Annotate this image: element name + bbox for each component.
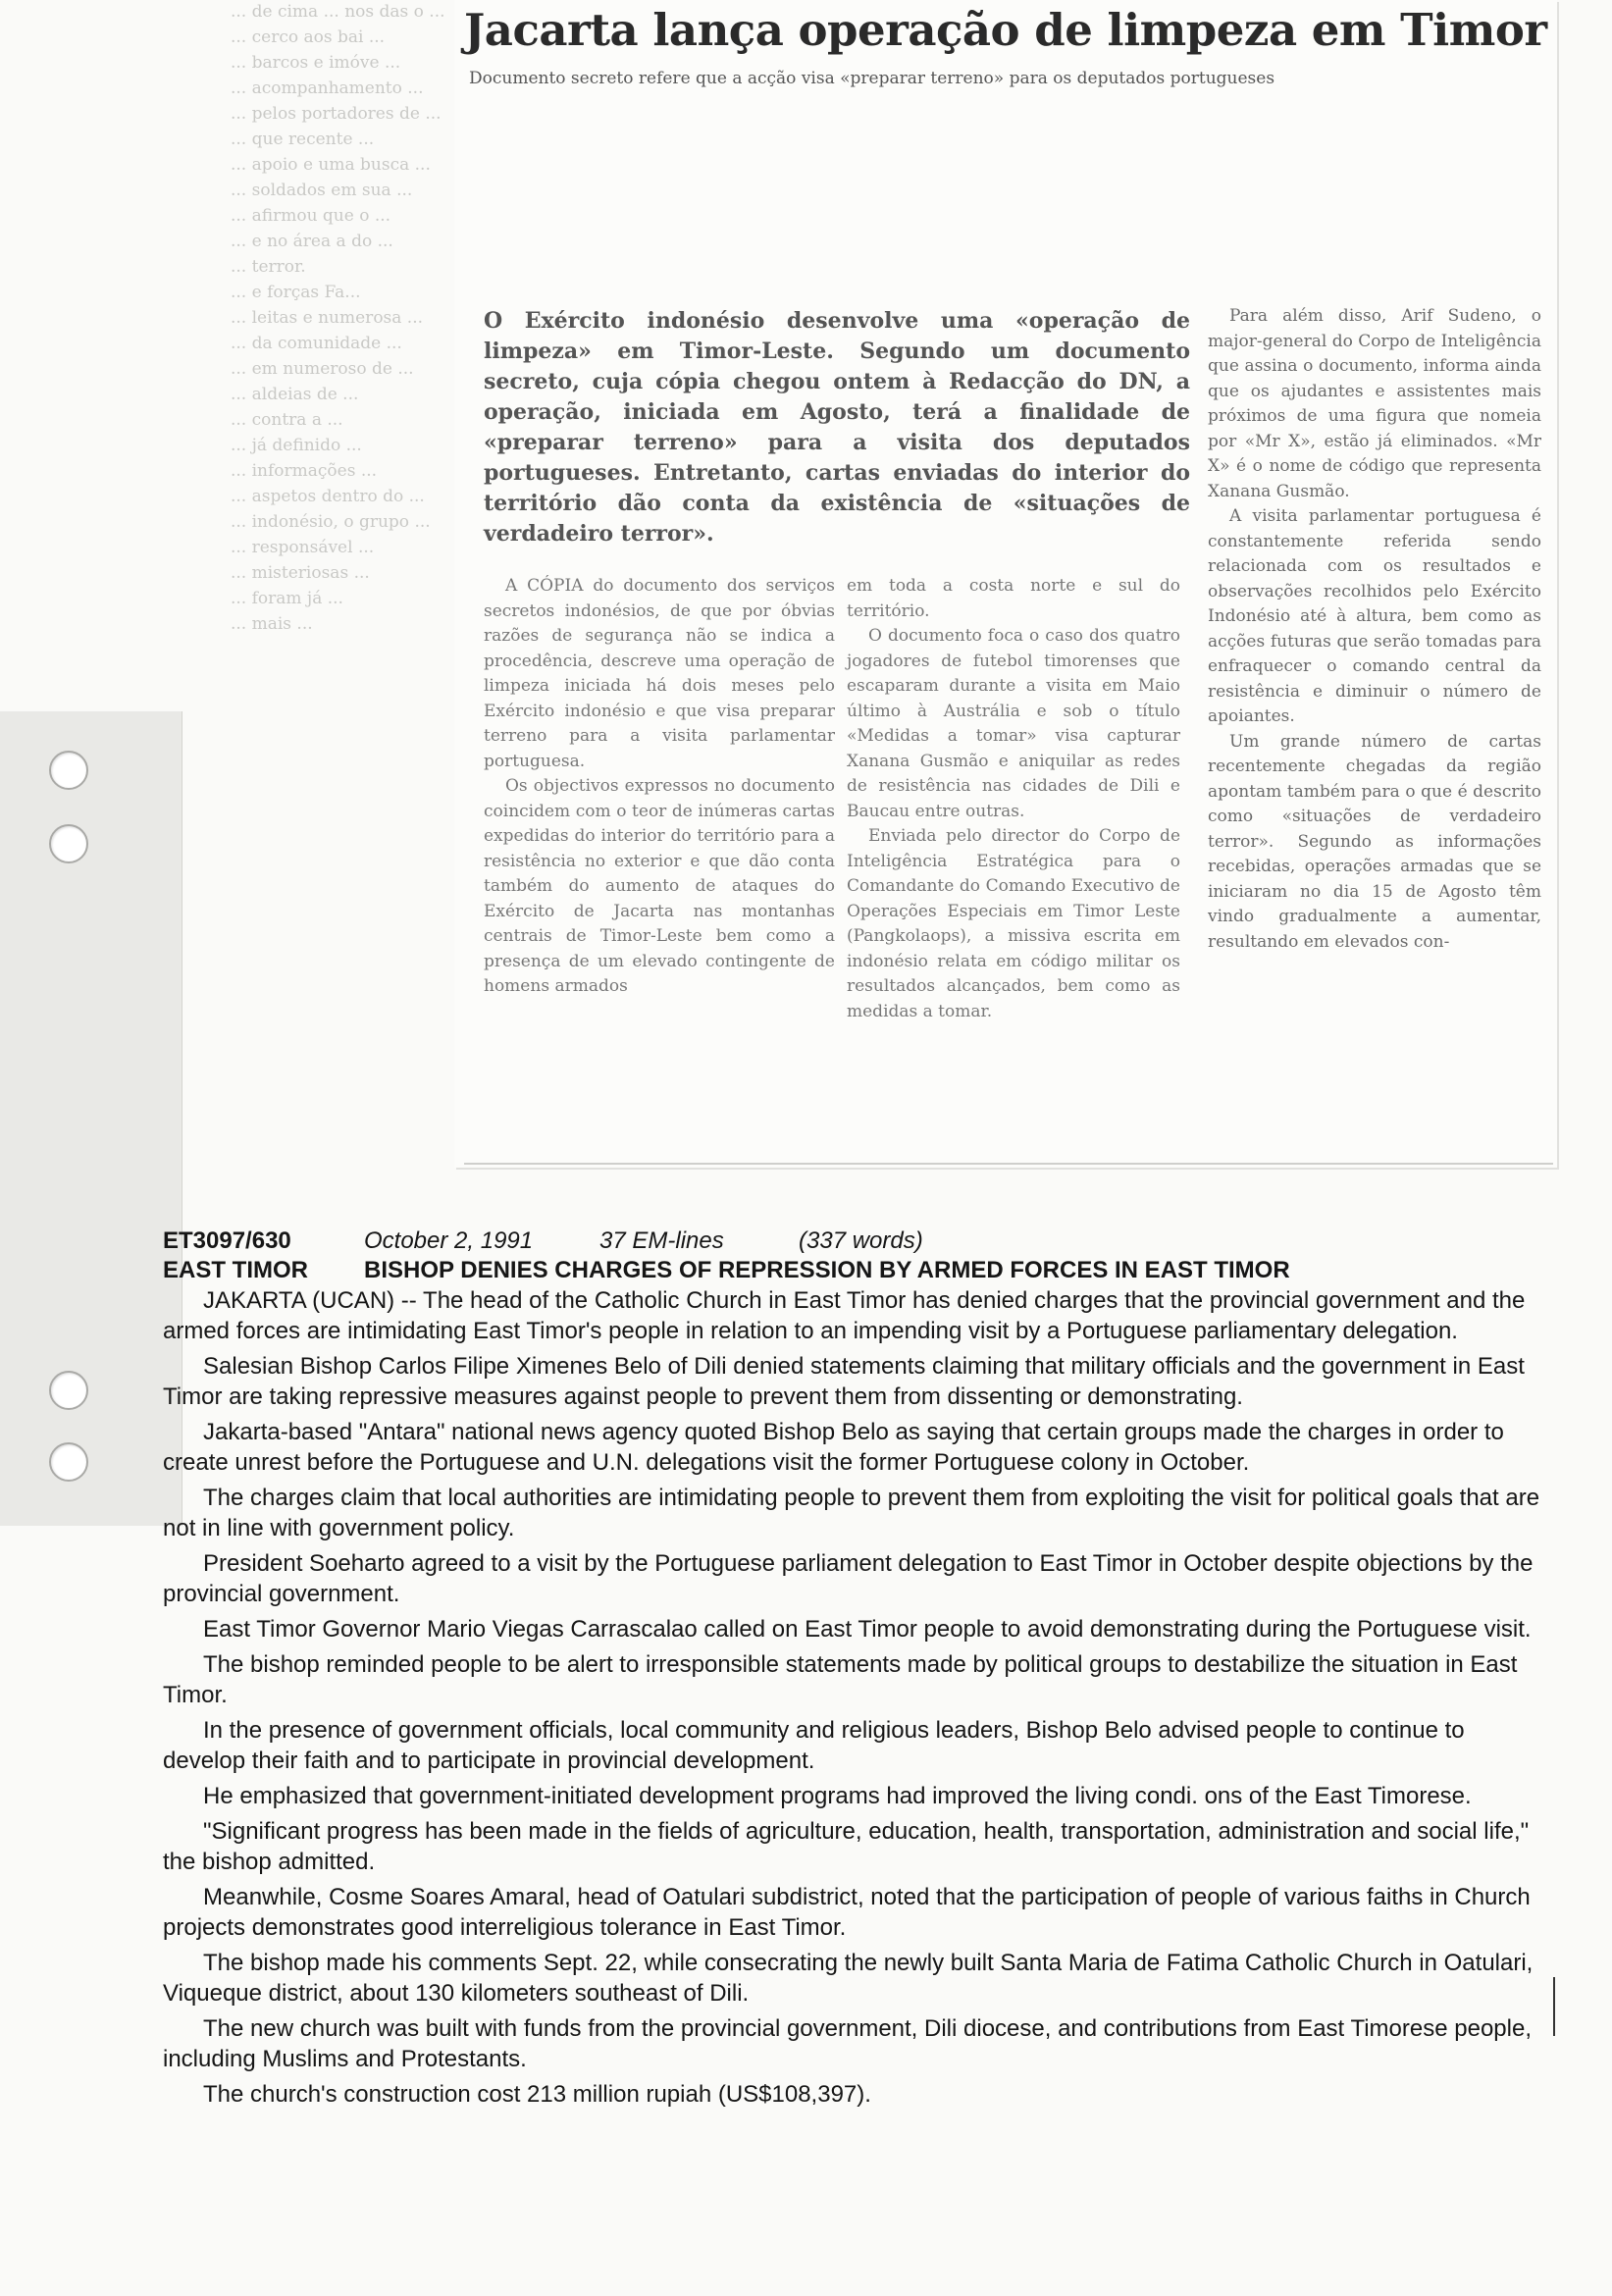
faded-clipping-line: ... barcos e imóve ...: [231, 53, 401, 73]
clipping-column-1: [484, 574, 835, 1000]
faded-clipping-line: ... indonésio, o grupo ...: [231, 512, 431, 532]
faded-clipping-line: ... e forças Fa...: [231, 283, 361, 302]
binder-strip: [0, 711, 182, 1526]
article-paragraph: The new church was built with funds from the provincial government, Dili diocese, and contributions from East Timorese people, including Muslims and Protestants.: [163, 2015, 1532, 2072]
article-paragraph: East Timor Governor Mario Viegas Carrascalao called on East Timor people to avoid demonstrating during the Portuguese visit.: [203, 1616, 1532, 1643]
article-paragraph: He emphasized that government-initiated development programs had improved the living condi. ons of the East Timorese.: [203, 1783, 1472, 1809]
faded-clipping-line: ... e no área a do ...: [231, 232, 393, 251]
article-meta-line: [163, 1226, 1550, 1256]
article-em-lines: 37 EM-lines: [599, 1227, 724, 1254]
faded-clipping-line: ... aldeias de ...: [231, 385, 359, 404]
article-word-count: (337 words): [799, 1227, 923, 1254]
article-paragraph: The bishop made his comments Sept. 22, while consecrating the newly built Santa Maria de Fatima Catholic Church in Oatulari, Viqueque district, about 130 kilometers southeast of Dili.: [163, 1950, 1534, 2007]
typed-article: [163, 1226, 1550, 2114]
faded-clipping-line: ... terror.: [231, 257, 306, 277]
article-paragraph: In the presence of government officials, local community and religious leaders, Bishop Belo advised people to continue to develop their faith and to participate in provincial development.: [163, 1717, 1465, 1774]
newspaper-clipping: [454, 0, 1557, 1168]
punch-hole-1: [49, 751, 88, 790]
faded-clipping-line: ... informações ...: [231, 461, 378, 481]
clipping-col2-para: em toda a costa norte e sul do território.: [847, 576, 1180, 621]
faded-clipping-line: ... que recente ...: [231, 130, 375, 149]
faded-clipping-line: ... apoio e uma busca ...: [231, 155, 431, 175]
clipping-col3-para: Para além disso, Arif Sudeno, o major-general do Corpo de Inteligência que assina o documento, informa ainda que os ajudantes e assistentes mais próximos de uma figura que nomeia por «Mr X», estão já eliminados. «Mr X» é o nome de código que representa Xanana Gusmão.: [1208, 306, 1541, 501]
clipping-subheadline: Documento secreto refere que a acção visa «preparar terreno» para os deputados portugueses: [469, 69, 1275, 88]
punch-hole-2: [49, 824, 88, 863]
article-paragraph: Jakarta-based "Antara" national news agency quoted Bishop Belo as saying that certain groups made the charges in order to create unrest before the Portuguese and U.N. delegations visit the former Portuguese colony in October.: [163, 1419, 1504, 1476]
article-paragraph: "Significant progress has been made in the fields of agriculture, education, health, transportation, administration and social life," the bishop admitted.: [163, 1818, 1530, 1875]
article-location: EAST TIMOR: [163, 1257, 308, 1283]
clipping-col3-para: Um grande número de cartas recentemente chegadas da região apontam também para o que é descrito como «situações de verdadeiro terror». Segundo as informações recebidas, operações armadas que se iniciaram no dia 15 de Agosto têm vindo gradualmente a aumentar, resultando em elevados con-: [1208, 731, 1541, 952]
clipping-headline: Jacarta lança operação de limpeza em Timor: [464, 4, 1547, 56]
article-paragraph: President Soeharto agreed to a visit by the Portuguese parliament delegation to East Timor in October despite objections by the provincial government.: [163, 1550, 1534, 1607]
faded-clipping-line: ... foram já ...: [231, 589, 343, 608]
article-paragraph: JAKARTA (UCAN) -- The head of the Catholic Church in East Timor has denied charges that the provincial government and the armed forces are intimidating East Timor's people in relation to an impending visit by a Portuguese parliamentary delegation.: [163, 1287, 1526, 1344]
faded-clipping-line: ... cerco aos bai ...: [231, 27, 386, 47]
article-paragraph: The bishop reminded people to be alert to irresponsible statements made by political groups to destabilize the situation in East Timor.: [163, 1651, 1518, 1708]
clipping-col2-para: O documento foca o caso dos quatro jogadores de futebol timorenses que escaparam durante a visita em Maio último à Austrália e sob o título «Medidas a tomar» visa capturar Xanana Gusmão e aniquilar as redes de resistência nas cidades de Dili e Baucau entre outras.: [847, 626, 1180, 821]
clipping-col1-para: Os objectivos expressos no documento coincidem com o teor de inúmeras cartas expedidas do interior do território para a resistência no exterior e que dão conta também do aumento de ataques do Exército de Jacarta nas montanhas centrais de Timor-Leste bem como a presença de um elevado contingente de homens armados: [484, 776, 835, 996]
clipping-bottom-edge: [464, 1163, 1553, 1165]
article-paragraph: Meanwhile, Cosme Soares Amaral, head of Oatulari subdistrict, noted that the participation of people of various faiths in Church projects demonstrates good interreligious tolerance in East Timor.: [163, 1884, 1531, 1941]
clipping-lead: O Exército indonésio desenvolve uma «operação de limpeza» em Timor-Leste. Segundo um documento secreto, cuja cópia chegou ontem à Redacção do DN, a operação, iniciada em Agosto, terá a finalidade de «preparar terreno» para a visita dos deputados portugueses. Entretanto, cartas enviadas do interior do território dão conta da existência de «situações de verdadeiro terror».: [484, 308, 1190, 547]
punch-hole-3: [49, 1371, 88, 1410]
faded-clipping-line: ... misteriosas ...: [231, 563, 370, 583]
article-paragraph: Salesian Bishop Carlos Filipe Ximenes Belo of Dili denied statements claiming that military officials and the government in East Timor are taking repressive measures against people to prevent them from dissenting or demonstrating.: [163, 1353, 1525, 1410]
article-body: [163, 1285, 1550, 2110]
faded-clipping-line: ... da comunidade ...: [231, 334, 402, 353]
faded-background-clipping: [231, 0, 466, 1020]
article-date: October 2, 1991: [364, 1227, 534, 1254]
article-paragraph: The church's construction cost 213 million rupiah (US$108,397).: [203, 2081, 871, 2108]
margin-mark: [1553, 1977, 1555, 2036]
faded-clipping-line: ... de cima ... nos das o ...: [231, 2, 445, 22]
faded-clipping-line: ... acompanhamento ...: [231, 78, 424, 98]
faded-clipping-line: ... contra a ...: [231, 410, 343, 430]
article-paragraph: The charges claim that local authorities are intimidating people to prevent them from exploiting the visit for political goals that are not in line with government policy.: [163, 1485, 1540, 1541]
faded-clipping-line: ... mais ...: [231, 614, 313, 634]
clipping-col1-para: A CÓPIA do documento dos serviços secretos indonésios, de que por óbvias razões de segurança não se indica a procedência, descreve uma operação de limpeza iniciada há dois meses pelo Exército indonésio e que visa preparar terreno para a visita parlamentar portuguesa.: [484, 576, 835, 771]
clipping-col3-para: A visita parlamentar portuguesa é constantemente referida sendo relacionada com os resultados e observações recolhidos pelo Exército Indonésio até à altura, bem como as acções futuras que serão tomadas para enfraquecer o comando central da resistência e diminuir o número de apoiantes.: [1208, 506, 1541, 726]
faded-clipping-line: ... soldados em sua ...: [231, 181, 413, 200]
faded-clipping-line: ... leitas e numerosa ...: [231, 308, 424, 328]
faded-clipping-line: ... em numeroso de ...: [231, 359, 414, 379]
faded-clipping-line: ... aspetos dentro do ...: [231, 487, 425, 506]
article-headline-line: [163, 1256, 1550, 1285]
clipping-column-3: [1208, 304, 1541, 955]
faded-clipping-line: ... já definido ...: [231, 436, 362, 455]
clipping-col2-para: Enviada pelo director do Corpo de Inteligência Estratégica para o Comandante do Comando Executivo de Operações Especiais em Timor Leste (Pangkolaops), a missiva escrita em indonésio relata em código militar os resultados alcançados, bem como as medidas a tomar.: [847, 826, 1180, 1021]
clipping-column-2: [847, 574, 1180, 1024]
faded-clipping-line: ... pelos portadores de ...: [231, 104, 442, 124]
punch-hole-4: [49, 1442, 88, 1482]
article-title: BISHOP DENIES CHARGES OF REPRESSION BY ARMED FORCES IN EAST TIMOR: [364, 1257, 1290, 1283]
faded-clipping-line: ... afirmou que o ...: [231, 206, 391, 226]
faded-clipping-line: ... responsável ...: [231, 538, 375, 557]
article-id: ET3097/630: [163, 1227, 291, 1254]
